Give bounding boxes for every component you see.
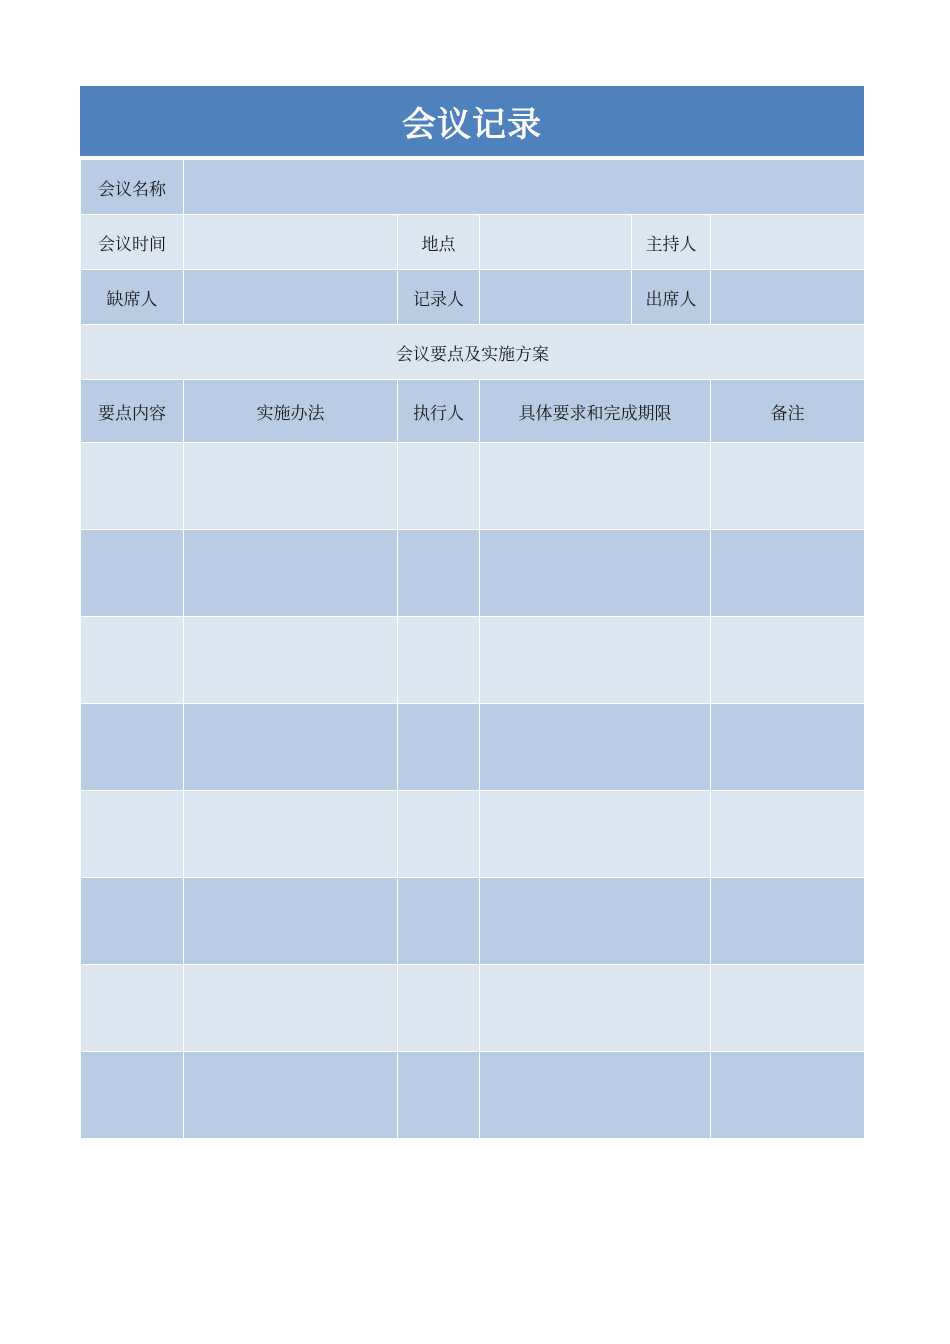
requirements-cell[interactable] — [480, 617, 711, 704]
executor-cell[interactable] — [398, 530, 480, 617]
key-point-cell[interactable] — [81, 1052, 184, 1139]
section-title: 会议要点及实施方案 — [81, 325, 865, 380]
key-point-cell[interactable] — [81, 530, 184, 617]
requirements-cell[interactable] — [480, 791, 711, 878]
meeting-record-table — [80, 159, 865, 1139]
requirements-cell[interactable] — [480, 965, 711, 1052]
absent-label: 缺席人 — [81, 270, 184, 325]
absent-field[interactable] — [184, 270, 398, 325]
key-point-cell[interactable] — [81, 878, 184, 965]
column-header-requirements-deadline: 具体要求和完成期限 — [480, 380, 711, 443]
attendance-row — [81, 270, 865, 325]
column-header-executor: 执行人 — [398, 380, 480, 443]
remarks-cell[interactable] — [711, 704, 865, 791]
key-point-cell[interactable] — [81, 791, 184, 878]
meeting-record-sheet — [80, 86, 864, 1139]
executor-cell[interactable] — [398, 791, 480, 878]
table-row — [81, 617, 865, 704]
table-row — [81, 878, 865, 965]
method-cell[interactable] — [184, 617, 398, 704]
method-cell[interactable] — [184, 704, 398, 791]
location-label: 地点 — [398, 215, 480, 270]
key-point-cell[interactable] — [81, 617, 184, 704]
executor-cell[interactable] — [398, 443, 480, 530]
requirements-cell[interactable] — [480, 878, 711, 965]
requirements-cell[interactable] — [480, 704, 711, 791]
requirements-cell[interactable] — [480, 1052, 711, 1139]
recorder-field[interactable] — [480, 270, 632, 325]
meeting-time-field[interactable] — [184, 215, 398, 270]
key-point-cell[interactable] — [81, 704, 184, 791]
column-header-key-points: 要点内容 — [81, 380, 184, 443]
column-header-remarks: 备注 — [711, 380, 865, 443]
section-title-row — [81, 325, 865, 380]
executor-cell[interactable] — [398, 965, 480, 1052]
recorder-label: 记录人 — [398, 270, 480, 325]
meeting-time-label: 会议时间 — [81, 215, 184, 270]
table-row — [81, 443, 865, 530]
table-row — [81, 1052, 865, 1139]
method-cell[interactable] — [184, 791, 398, 878]
table-row — [81, 704, 865, 791]
meeting-name-field[interactable] — [184, 160, 865, 215]
table-row — [81, 530, 865, 617]
remarks-cell[interactable] — [711, 1052, 865, 1139]
method-cell[interactable] — [184, 878, 398, 965]
meeting-time-row — [81, 215, 865, 270]
host-field[interactable] — [711, 215, 865, 270]
attendees-field[interactable] — [711, 270, 865, 325]
method-cell[interactable] — [184, 965, 398, 1052]
method-cell[interactable] — [184, 443, 398, 530]
table-row — [81, 965, 865, 1052]
key-point-cell[interactable] — [81, 965, 184, 1052]
page-title: 会议记录 — [80, 86, 864, 156]
executor-cell[interactable] — [398, 617, 480, 704]
meeting-name-label: 会议名称 — [81, 160, 184, 215]
executor-cell[interactable] — [398, 878, 480, 965]
location-field[interactable] — [480, 215, 632, 270]
meeting-name-row — [81, 160, 865, 215]
method-cell[interactable] — [184, 1052, 398, 1139]
remarks-cell[interactable] — [711, 443, 865, 530]
requirements-cell[interactable] — [480, 443, 711, 530]
remarks-cell[interactable] — [711, 530, 865, 617]
remarks-cell[interactable] — [711, 791, 865, 878]
host-label: 主持人 — [632, 215, 711, 270]
table-row — [81, 791, 865, 878]
key-point-cell[interactable] — [81, 443, 184, 530]
remarks-cell[interactable] — [711, 878, 865, 965]
executor-cell[interactable] — [398, 704, 480, 791]
executor-cell[interactable] — [398, 1052, 480, 1139]
column-header-row — [81, 380, 865, 443]
column-header-method: 实施办法 — [184, 380, 398, 443]
remarks-cell[interactable] — [711, 965, 865, 1052]
method-cell[interactable] — [184, 530, 398, 617]
remarks-cell[interactable] — [711, 617, 865, 704]
requirements-cell[interactable] — [480, 530, 711, 617]
attendees-label: 出席人 — [632, 270, 711, 325]
